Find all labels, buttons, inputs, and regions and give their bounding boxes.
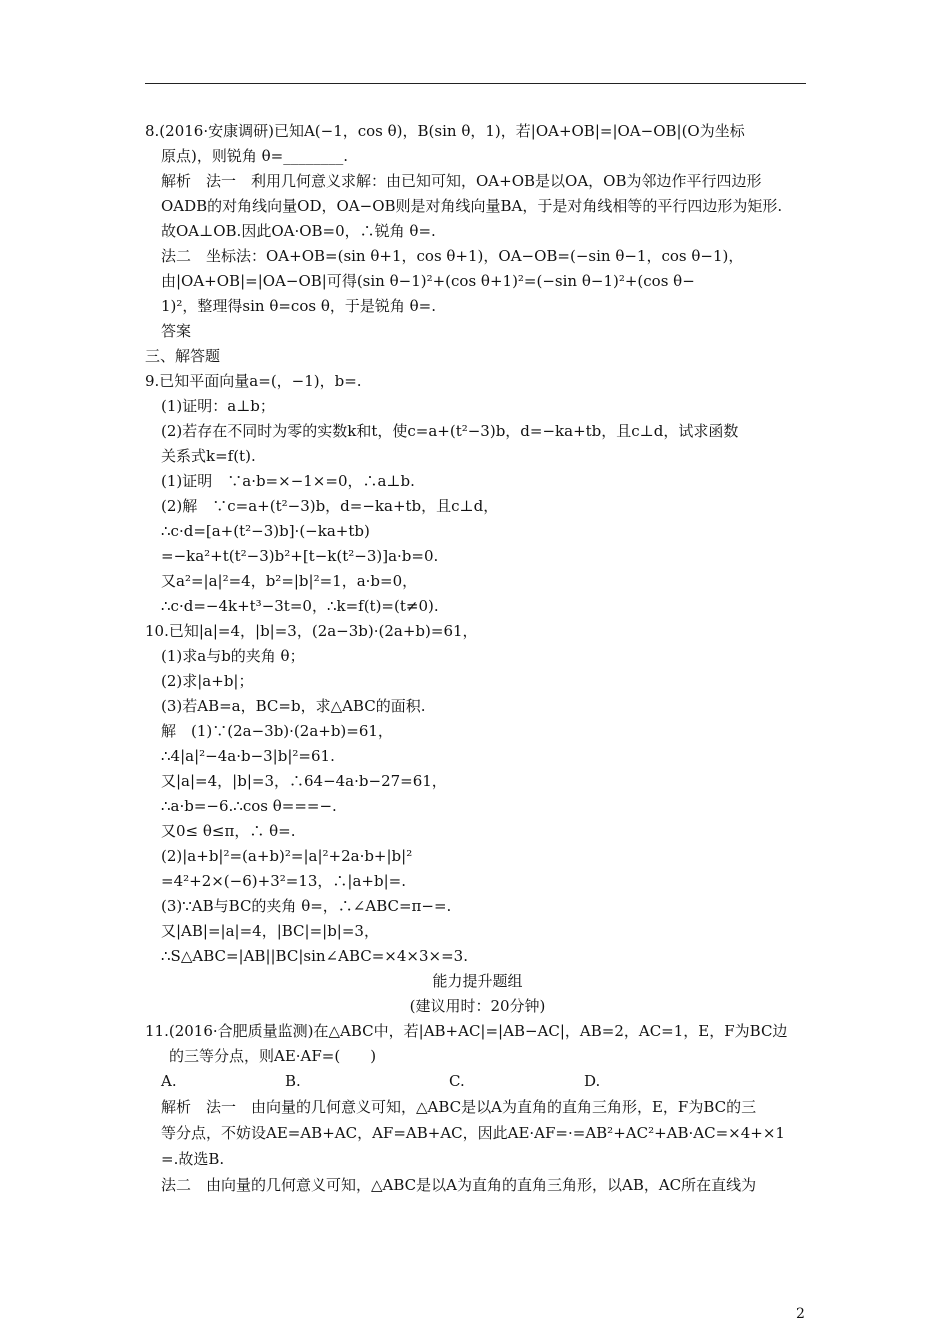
q9-line-1: 9.已知平面向量a=(，−1)，b=.: [145, 372, 362, 390]
q9-solution-1: (1)证明 ∵a·b=×−1×=0，∴a⊥b.: [161, 472, 415, 490]
q9-solution-4: =−ka²+t(t²−3)b²+[t−k(t²−3)]a·b=0.: [161, 547, 439, 565]
q10-solution-1: 解 (1)∵(2a−3b)·(2a+b)=61，: [161, 722, 393, 740]
q10-solution-4: ∴a·b=−6.∴cos θ===−.: [161, 797, 337, 815]
option-c: C.: [449, 1072, 465, 1090]
q10-line-1: 10.已知|a|=4，|b|=3，(2a−3b)·(2a+b)=61，: [145, 622, 478, 640]
page-number: 2: [796, 1306, 805, 1322]
q10-solution-7: =4²+2×(−6)+3²=13，∴|a+b|=.: [161, 872, 406, 890]
q10-solution-10: ∴S△ABC=|AB||BC|sin∠ABC=×4×3×=3.: [161, 947, 468, 965]
option-a: A.: [161, 1072, 177, 1090]
q8-analysis-line-1: 解析 法一 利用几何意义求解：由已知可知，OA+OB是以OA，OB为邻边作平行四边形: [161, 172, 762, 190]
q8-answer-label: 答案: [161, 322, 192, 340]
q8-analysis-line-3: 故OA⊥OB.因此OA·OB=0，∴锐角 θ=.: [161, 222, 436, 240]
q11-line-2: 的三等分点，则AE·AF=( ): [169, 1047, 377, 1065]
q10-solution-6: (2)|a+b|²=(a+b)²=|a|²+2a·b+|b|²: [161, 847, 413, 865]
q11-analysis-line-2: 等分点，不妨设AE=AB+AC，AF=AB+AC，因此AE·AF=·=AB²+AC²+AB·AC=×4+×1: [161, 1124, 785, 1142]
q9-solution-3: ∴c·d=[a+(t²−3)b]·(−ka+tb): [161, 522, 370, 540]
q10-solution-8: (3)∵AB与BC的夹角 θ=，∴∠ABC=π−=.: [161, 897, 452, 915]
q10-part-1: (1)求a与b的夹角 θ；: [161, 647, 305, 665]
q9-solution-5: 又a²=|a|²=4，b²=|b|²=1，a·b=0，: [161, 572, 418, 590]
q9-solution-6: ∴c·d=−4k+t³−3t=0，∴k=f(t)=(t≠0).: [161, 597, 439, 615]
section-heading-solutions: 三、解答题: [145, 347, 221, 365]
q9-part-1: (1)证明：a⊥b；: [161, 397, 275, 415]
q8-line-2: 原点)，则锐角 θ=________.: [161, 147, 348, 165]
q9-part-2-line-1: (2)若存在不同时为零的实数k和t，使c=a+(t²−3)b，d=−ka+tb，且c⊥d，试求函数: [161, 422, 739, 440]
q8-method2-line-2: 由|OA+OB|=|OA−OB|可得(sin θ−1)²+(cos θ+1)²=(−sin θ−1)²+(cos θ−: [161, 272, 695, 290]
q11-analysis-line-1: 解析 法一 由向量的几何意义可知，△ABC是以A为直角的直角三角形，E，F为BC的三: [161, 1098, 757, 1116]
q11-line-1: 11.(2016·合肥质量监测)在△ABC中，若|AB+AC|=|AB−AC|，AB=2，AC=1，E，F为BC边: [145, 1022, 788, 1040]
option-d: D.: [584, 1072, 601, 1090]
section-heading-advanced: 能力提升题组: [432, 972, 523, 990]
q8-method2-line-1: 法二 坐标法：OA+OB=(sin θ+1，cos θ+1)，OA−OB=(−sin θ−1，cos θ−1)，: [161, 247, 744, 265]
q8-method2-line-3: 1)²，整理得sin θ=cos θ，于是锐角 θ=.: [161, 297, 436, 315]
q10-solution-2: ∴4|a|²−4a·b−3|b|²=61.: [161, 747, 335, 765]
q11-analysis-line-3: =.故选B.: [161, 1150, 225, 1168]
q9-part-2-line-2: 关系式k=f(t).: [161, 447, 256, 465]
document-body: [145, 119, 810, 1198]
q10-solution-9: 又|AB|=|a|=4，|BC|=|b|=3，: [161, 922, 379, 940]
q9-solution-2: (2)解 ∵c=a+(t²−3)b，d=−ka+tb，且c⊥d，: [161, 497, 499, 515]
q10-solution-5: 又0≤ θ≤π，∴ θ=.: [161, 822, 296, 840]
q10-part-2: (2)求|a+b|；: [161, 672, 254, 690]
q8-line-1: 8.(2016·安康调研)已知A(−1，cos θ)，B(sin θ，1)，若|OA+OB|=|OA−OB|(O为坐标: [145, 122, 745, 140]
q10-part-3: (3)若AB=a，BC=b，求△ABC的面积.: [161, 697, 426, 715]
q11-method2-line-1: 法二 由向量的几何意义可知，△ABC是以A为直角的直角三角形，以AB，AC所在直线为: [161, 1176, 757, 1194]
suggested-time: (建议用时：20分钟): [409, 997, 546, 1015]
option-b: B.: [285, 1072, 301, 1090]
q10-solution-3: 又|a|=4，|b|=3，∴64−4a·b−27=61，: [161, 772, 447, 790]
header-rule: [145, 83, 806, 84]
q8-analysis-line-2: OADB的对角线向量OD，OA−OB则是对角线向量BA，于是对角线相等的平行四边形为矩形.: [161, 197, 783, 215]
q11-options: [145, 1069, 810, 1094]
